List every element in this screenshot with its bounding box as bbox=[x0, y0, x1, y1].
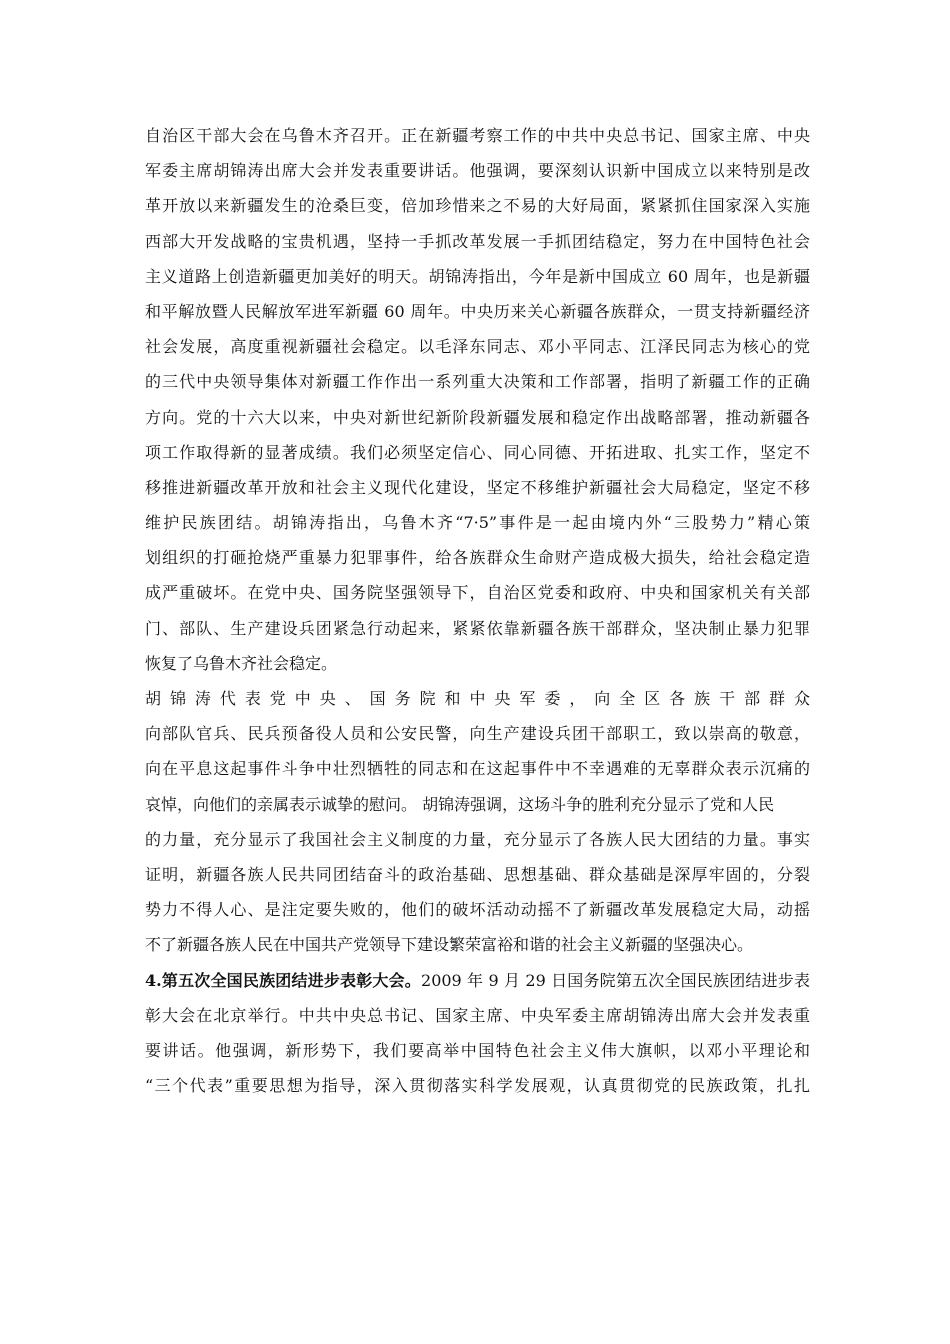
text-line: 维护民族团结。胡锦涛指出，乌鲁木齐“7·5”事件是一起由境内外“三股势力”精心策 bbox=[145, 513, 810, 533]
text-line: 哀悼，向他们的亲属表示诚挚的慰问。 胡锦涛强调，这场斗争的胜利充分显示了党和人民 bbox=[145, 794, 775, 814]
section-4-first-line bbox=[145, 963, 810, 998]
text-line: 方向。党的十六大以来，中央对新世纪新阶段新疆发展和稳定作出战略部署，推动新疆各 bbox=[145, 407, 810, 427]
text-line: 势力不得人心、是注定要失败的，他们的破坏活动动摇不了新疆改革发展稳定大局，动摇 bbox=[145, 900, 810, 920]
text-line: 项工作取得新的显著成绩。我们必须坚定信心、同心同德、开拓进取、扎实工作，坚定不 bbox=[145, 442, 810, 462]
text-line: 向在平息这起事件斗争中壮烈牺牲的同志和在这起事件中不幸遇难的无辜群众表示沉痛的 bbox=[145, 759, 810, 779]
section-4-first-line-text: 2009 年 9 月 29 日国务院第五次全国民族团结进步表 bbox=[421, 970, 810, 990]
text-line: 彰大会在北京举行。中共中央总书记、国家主席、中央军委主席胡锦涛出席大会并发表重 bbox=[145, 1005, 810, 1025]
text-line: 证明，新疆各族人民共同团结奋斗的政治基础、思想基础、群众基础是深厚牢固的，分裂 bbox=[145, 864, 810, 884]
text-line: 主义道路上创造新疆更加美好的明天。胡锦涛指出，今年是新中国成立 60 周年，也是新疆 bbox=[145, 266, 810, 286]
section-4-heading: 4.第五次全国民族团结进步表彰大会。 bbox=[145, 970, 422, 990]
text-line: 移推进新疆改革开放和社会主义现代化建设，坚定不移维护新疆社会大局稳定，坚定不移 bbox=[145, 477, 810, 497]
text-line: 胡锦涛代表党中央、国务院和中央军委，向全区各族干部群众 bbox=[145, 689, 810, 708]
paragraph-xinjiang-cadre-meeting bbox=[145, 118, 810, 963]
text-line: 划组织的打砸抢烧严重暴力犯罪事件，给各族群众生命财产造成极大损失，给社会稳定造 bbox=[145, 548, 810, 568]
text-line: 门、部队、生产建设兵团紧急行动起来，紧紧依靠新疆各族干部群众，坚决制止暴力犯罪 bbox=[145, 618, 810, 638]
text-line: 自治区干部大会在乌鲁木齐召开。正在新疆考察工作的中共中央总书记、国家主席、中央 bbox=[145, 126, 810, 145]
document-body bbox=[145, 118, 810, 1103]
text-line: “三个代表”重要思想为指导，深入贯彻落实科学发展观，认真贯彻党的民族政策，扎扎 bbox=[145, 1076, 810, 1096]
text-line: 军委主席胡锦涛出席大会并发表重要讲话。他强调，要深刻认识新中国成立以来特别是改 bbox=[145, 161, 810, 181]
text-line: 恢复了乌鲁木齐社会稳定。 bbox=[145, 653, 338, 673]
text-line: 的力量，充分显示了我国社会主义制度的力量，充分显示了各族人民大团结的力量。事实 bbox=[145, 829, 810, 849]
text-line: 向部队官兵、民兵预备役人员和公安民警，向生产建设兵团干部职工，致以崇高的敬意， bbox=[145, 724, 810, 744]
text-line: 社会发展，高度重视新疆社会稳定。以毛泽东同志、邓小平同志、江泽民同志为核心的党 bbox=[145, 337, 810, 357]
text-line: 和平解放暨人民解放军进军新疆 60 周年。中央历来关心新疆各族群众，一贯支持新疆经济 bbox=[145, 301, 810, 321]
section-4-body bbox=[145, 998, 810, 1104]
text-line: 成严重破坏。在党中央、国务院坚强领导下，自治区党委和政府、中央和国家机关有关部 bbox=[145, 583, 810, 603]
text-line: 不了新疆各族人民在中国共产党领导下建设繁荣富裕和谐的社会主义新疆的坚强决心。 bbox=[145, 935, 754, 955]
text-line: 要讲话。他强调，新形势下，我们要高举中国特色社会主义伟大旗帜，以邓小平理论和 bbox=[145, 1040, 810, 1060]
section-4-paragraph bbox=[145, 963, 810, 1104]
text-line: 西部大开发战略的宝贵机遇，坚持一手抓改革发展一手抓团结稳定，努力在中国特色社会 bbox=[145, 231, 810, 251]
text-line: 的三代中央领导集体对新疆工作作出一系列重大决策和工作部署，指明了新疆工作的正确 bbox=[145, 372, 810, 392]
text-line: 革开放以来新疆发生的沧桑巨变，倍加珍惜来之不易的大好局面，紧紧抓住国家深入实施 bbox=[145, 196, 810, 216]
